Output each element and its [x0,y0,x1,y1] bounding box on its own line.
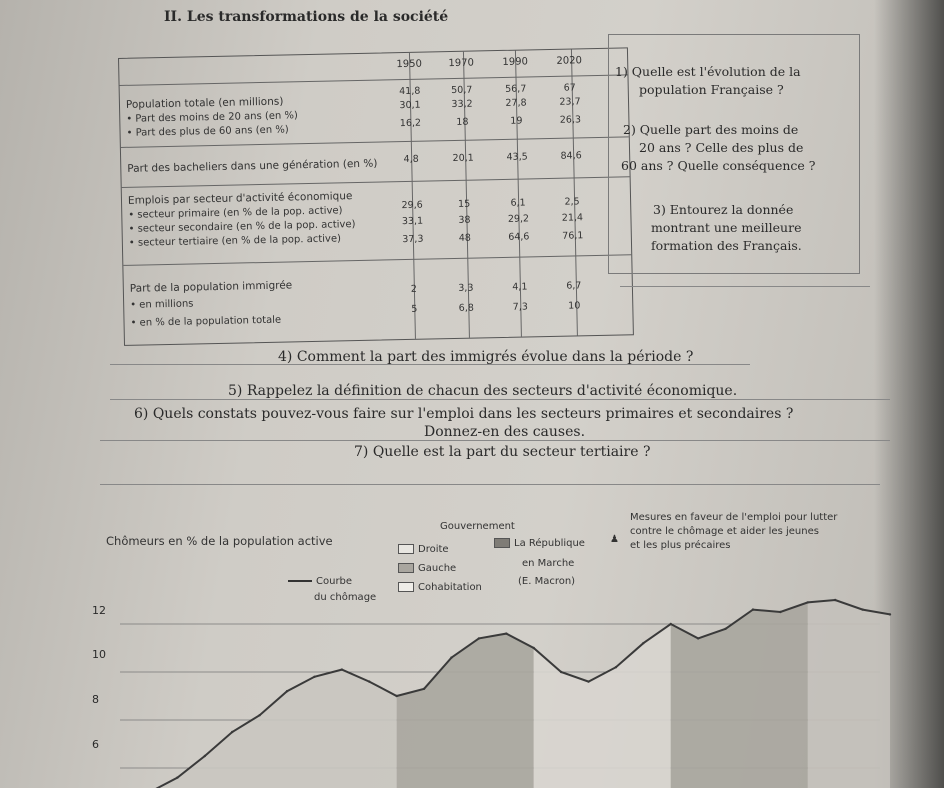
row-label: • secteur primaire (en % de la pop. active) [128,205,343,221]
table-cell: 10 [568,300,581,312]
question-7: 7) Quelle est la part du secteur tertiaire ? [354,444,651,460]
government-period-area [671,602,808,788]
legend-mesures-line: Mesures en faveur de l'emploi pour lutter [630,512,838,523]
table-cell: 76,1 [562,230,584,242]
row-label: • en millions [130,298,194,311]
table-cell: 21,4 [561,212,584,224]
curve-point [642,642,644,644]
curve-point [395,695,397,697]
curve-point [258,714,260,716]
question-3-line: montrant une meilleure [651,220,802,235]
table-cell: 2 [410,283,418,295]
curve-point [286,690,288,692]
y-tick-label: 8 [92,693,99,706]
table-cell: 2,5 [564,196,580,208]
table-cell: 3,3 [458,282,474,294]
legend-mesures-line: contre le chômage et aider les jeunes [630,526,819,537]
legend-droite-label: Droite [418,544,449,555]
y-tick-label: 12 [92,604,106,617]
table-cell: 37,3 [402,233,424,246]
curve-point [807,601,809,603]
year-header: 2020 [556,55,582,67]
row-label: • en % de la population totale [130,314,282,329]
question-3-line: formation des Français. [651,238,802,253]
government-period-area [808,600,890,788]
curve-point [533,647,535,649]
question-6: 6) Quels constats pouvez-vous faire sur l'emploi dans les secteurs primaires et secondaires ? [134,406,794,422]
table-cell: 38 [458,214,471,226]
curve-point [724,628,726,630]
year-header: 1950 [396,58,423,71]
curve-point [889,613,891,615]
table-cell: 67 [563,82,576,94]
table-cell: 23,7 [559,96,581,108]
legend-curve-label-2: du chômage [314,592,377,603]
curve-point [204,755,206,757]
curve-point [587,680,589,682]
table-cell: 4,8 [403,153,419,166]
question-2-line: 20 ans ? Celle des plus de [639,140,804,155]
row-label: Population totale (en millions) [125,95,284,111]
section-title: II. Les transformations de la société [164,9,449,25]
question-2-line: 2) Quelle part des moins de [623,122,799,137]
row-label: Emplois par secteur d'activité économique [127,190,353,207]
legend-cohabitation-label: Cohabitation [418,582,482,593]
table-cell: 33,1 [401,215,424,228]
table-cell: 30,1 [399,99,421,112]
curve-point [670,623,672,625]
curve-point [450,656,452,658]
year-header: 1970 [448,57,475,70]
government-period-area [397,634,534,788]
question-5: 5) Rappelez la définition de chacun des secteurs d'activité économique. [228,383,738,399]
row-label: Part de la population immigrée [129,279,293,295]
table-cell: 27,8 [505,97,527,109]
curve-point [423,688,425,690]
question-2-line: 60 ans ? Quelle conséquence ? [621,158,816,173]
y-tick-label: 6 [92,738,99,751]
table-cell: 33,2 [451,98,473,111]
question-6-sub: Donnez-en des causes. [424,424,586,440]
question-4: 4) Comment la part des immigrés évolue dans la période ? [278,349,694,365]
question-1-line: 1) Quelle est l'évolution de la [615,64,801,79]
table-cell: 48 [458,232,472,244]
table-cell: 50,7 [451,84,473,97]
table-cell: 56,7 [505,83,527,95]
legend-curve-label: Courbe [316,576,353,587]
table-cell: 20,1 [452,152,474,165]
question-3-line: 3) Entourez la donnée [653,202,794,217]
curve-point [560,671,562,673]
table-cell: 43,5 [506,151,528,163]
legend-macron: (E. Macron) [518,576,576,587]
chart-title: Chômeurs en % de la population active [106,534,333,548]
table-cell: 41,8 [399,85,421,98]
legend-group-title: Gouvernement [440,521,515,532]
table-cell: 6,7 [566,280,582,292]
table-cell: 15 [457,198,471,210]
row-label: Part des bacheliers dans une génération (en %) [127,157,378,175]
table-cell: 5 [411,303,418,315]
table-cell: 6,1 [510,197,526,209]
table-cell: 18 [456,116,469,128]
legend-figure-icon: ♟ [610,534,619,545]
legend-gauche-label: Gauche [418,563,457,574]
curve-point [697,637,699,639]
curve-point [505,632,507,634]
row-label: • Part des moins de 20 ans (en %) [126,110,299,125]
table-cell: 6,8 [458,302,474,314]
table-cell: 64,6 [508,231,530,243]
year-header: 1990 [502,56,529,68]
curve-point [231,731,233,733]
table-cell: 16,2 [399,117,422,130]
legend-republique-label: La République [514,538,585,549]
legend-en-marche: en Marche [522,558,575,569]
table-cell: 4,1 [512,281,528,293]
curve-point [313,676,315,678]
y-tick-label: 10 [92,648,106,661]
curve-point [779,611,781,613]
table-cell: 26,3 [559,114,582,126]
table-cell: 19 [510,115,523,127]
row-label: • Part des plus de 60 ans (en %) [126,124,289,139]
legend-mesures-line: et les plus précaires [630,540,731,551]
curve-point [861,608,863,610]
table-cell: 84,6 [560,150,582,162]
curve-point [615,666,617,668]
row-label: • secteur secondaire (en % de la pop. active) [128,219,356,235]
table-cell: 7,3 [512,301,528,313]
curve-point [752,608,754,610]
table-cell: 29,2 [507,213,530,225]
curve-point [341,668,343,670]
row-label: • secteur tertiaire (en % de la pop. active) [128,233,342,249]
government-period-area [534,624,671,788]
question-1-line: population Française ? [639,82,784,97]
table-cell: 29,6 [401,199,423,212]
curve-point [478,637,480,639]
curve-point [368,680,370,682]
curve-point [834,599,836,601]
curve-point [176,776,178,778]
